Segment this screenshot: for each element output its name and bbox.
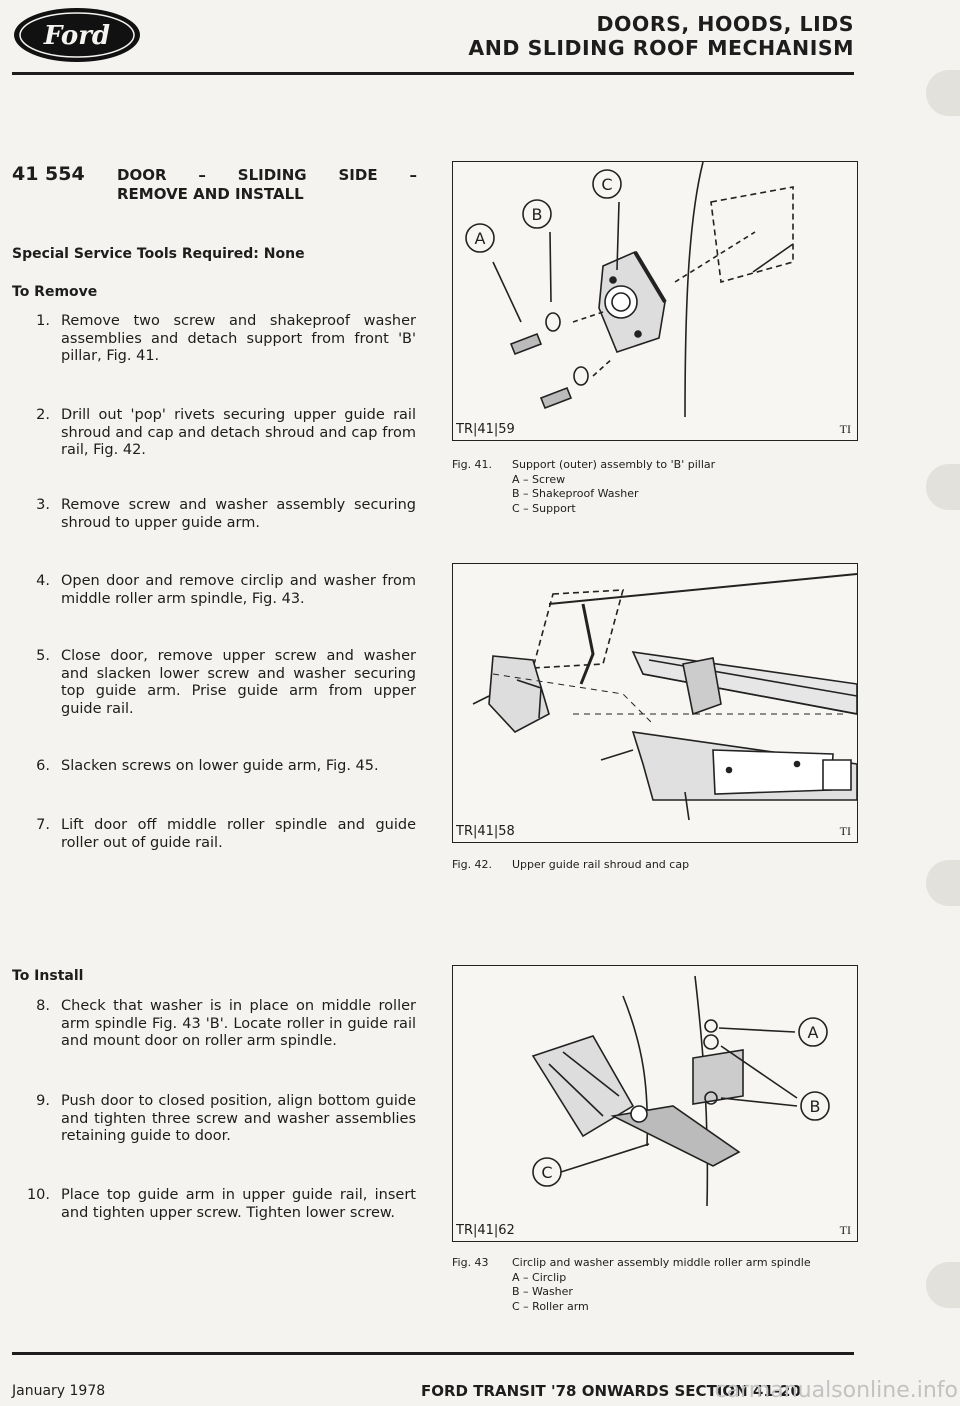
section-title-line2: REMOVE AND INSTALL: [117, 185, 304, 203]
section-title-dash: –: [198, 166, 206, 184]
page-edge-tab: [926, 464, 960, 510]
step-text: Place top guide arm in upper guide rail, insert and tighten upper screw. Tighten lower screw.: [61, 1187, 416, 1221]
step-number: 5.: [36, 648, 50, 664]
caption-title: Upper guide rail shroud and cap: [512, 858, 690, 871]
figure-code: TR|41|58: [456, 824, 515, 839]
step-number: 4.: [36, 573, 50, 589]
step-text: Open door and remove circlip and washer from middle roller arm spindle, Fig. 43.: [61, 573, 416, 607]
step-text: Check that washer is in place on middle roller arm spindle Fig. 43 'B'. Locate roller in guide rail and mount door on roller arm spindle.: [61, 998, 416, 1049]
header-rule: [12, 72, 854, 75]
callout-label: B: [809, 1097, 821, 1116]
header-title-line2: AND SLIDING ROOF MECHANISM: [468, 36, 854, 60]
step-text: Drill out 'pop' rivets securing upper guide rail shroud and cap and detach shroud and cap from rail, Fig. 42.: [61, 407, 416, 458]
step-number: 2.: [36, 407, 50, 423]
step-item: [12, 758, 416, 776]
figure-42-caption: [452, 858, 872, 873]
watermark: carmanualsonline.info: [714, 1378, 958, 1403]
figure-ti-mark: TI: [839, 1223, 851, 1237]
page-edge-tab: [926, 1262, 960, 1308]
caption-item: C – Roller arm: [512, 1299, 589, 1313]
header-title-line1: DOORS, HOODS, LIDS: [596, 12, 854, 36]
footer-publication: FORD TRANSIT '78 ONWARDS SECTION 41-20: [421, 1382, 801, 1400]
figure-41-caption: [452, 458, 872, 516]
step-text: Slacken screws on lower guide arm, Fig. 45.: [61, 758, 379, 774]
figure-43-caption: [452, 1256, 872, 1314]
remove-heading: To Remove: [12, 284, 98, 300]
caption-lead: Fig. 41.: [452, 458, 493, 471]
callout-label: A: [474, 229, 486, 248]
caption-item: C – Support: [512, 501, 576, 515]
callout-label: C: [541, 1163, 553, 1182]
step-number: 10.: [26, 1187, 50, 1203]
section-title-dash: –: [409, 166, 417, 184]
figure-43-illustration: [452, 965, 858, 1242]
step-item: [12, 648, 416, 718]
figure-ti-mark: TI: [839, 824, 851, 838]
step-number: 8.: [36, 998, 50, 1014]
callout-label: A: [807, 1023, 819, 1042]
footer-date: January 1978: [12, 1383, 106, 1399]
caption-item: B – Shakeproof Washer: [512, 487, 639, 500]
step-item: [12, 313, 416, 366]
step-text: Remove screw and washer assembly securing shroud to upper guide arm.: [61, 497, 416, 531]
step-text: Remove two screw and shakeproof washer assemblies and detach support from front 'B' pillar, Fig. 41.: [61, 313, 416, 364]
step-number: 1.: [36, 313, 50, 329]
caption-lead: Fig. 42.: [452, 858, 493, 871]
caption-lead: Fig. 43: [452, 1256, 489, 1269]
step-item: [12, 407, 416, 460]
caption-item: A – Circlip: [512, 1270, 567, 1284]
step-item: [12, 998, 416, 1051]
step-text: Push door to closed position, align bottom guide and tighten three screw and washer assemblies retaining guide to door.: [61, 1093, 416, 1144]
step-item: [12, 1093, 416, 1146]
caption-title: Support (outer) assembly to 'B' pillar: [512, 458, 716, 471]
step-number: 7.: [36, 817, 50, 833]
step-text: Lift door off middle roller spindle and guide roller out of guide rail.: [61, 817, 416, 851]
step-item: [12, 817, 416, 852]
step-text: Close door, remove upper screw and washer and slacken lower screw and washer securing top guide arm. Prise guide arm from upper guide rail.: [61, 648, 416, 717]
section-title-word: SIDE: [338, 166, 378, 184]
ford-logo: [12, 6, 142, 64]
figure-code: TR|41|59: [456, 422, 515, 437]
callout-label: C: [601, 175, 613, 194]
section-title-word: SLIDING: [237, 166, 307, 184]
section-number: 41 554: [12, 163, 85, 185]
section-title: [117, 166, 417, 204]
footer-rule: [12, 1352, 854, 1355]
caption-title: Circlip and washer assembly middle roller arm spindle: [512, 1256, 811, 1269]
logo-text: Ford: [43, 21, 111, 51]
caption-item: A – Screw: [512, 472, 566, 486]
install-heading: To Install: [12, 968, 84, 984]
section-title-word: DOOR: [117, 166, 167, 184]
step-number: 6.: [36, 758, 50, 774]
step-item: [12, 1187, 416, 1222]
step-number: 9.: [36, 1093, 50, 1109]
figure-41-illustration: [452, 161, 858, 441]
step-item: [12, 497, 416, 532]
tools-heading: Special Service Tools Required: None: [12, 246, 305, 262]
page-edge-tab: [926, 70, 960, 116]
page-edge-tab: [926, 860, 960, 906]
caption-item: B – Washer: [512, 1285, 573, 1298]
figure-42-illustration: [452, 563, 858, 843]
figure-ti-mark: TI: [839, 422, 851, 436]
callout-label: B: [531, 205, 543, 224]
step-number: 3.: [36, 497, 50, 513]
step-item: [12, 573, 416, 608]
figure-code: TR|41|62: [456, 1223, 515, 1238]
page-header-title: [468, 12, 854, 60]
